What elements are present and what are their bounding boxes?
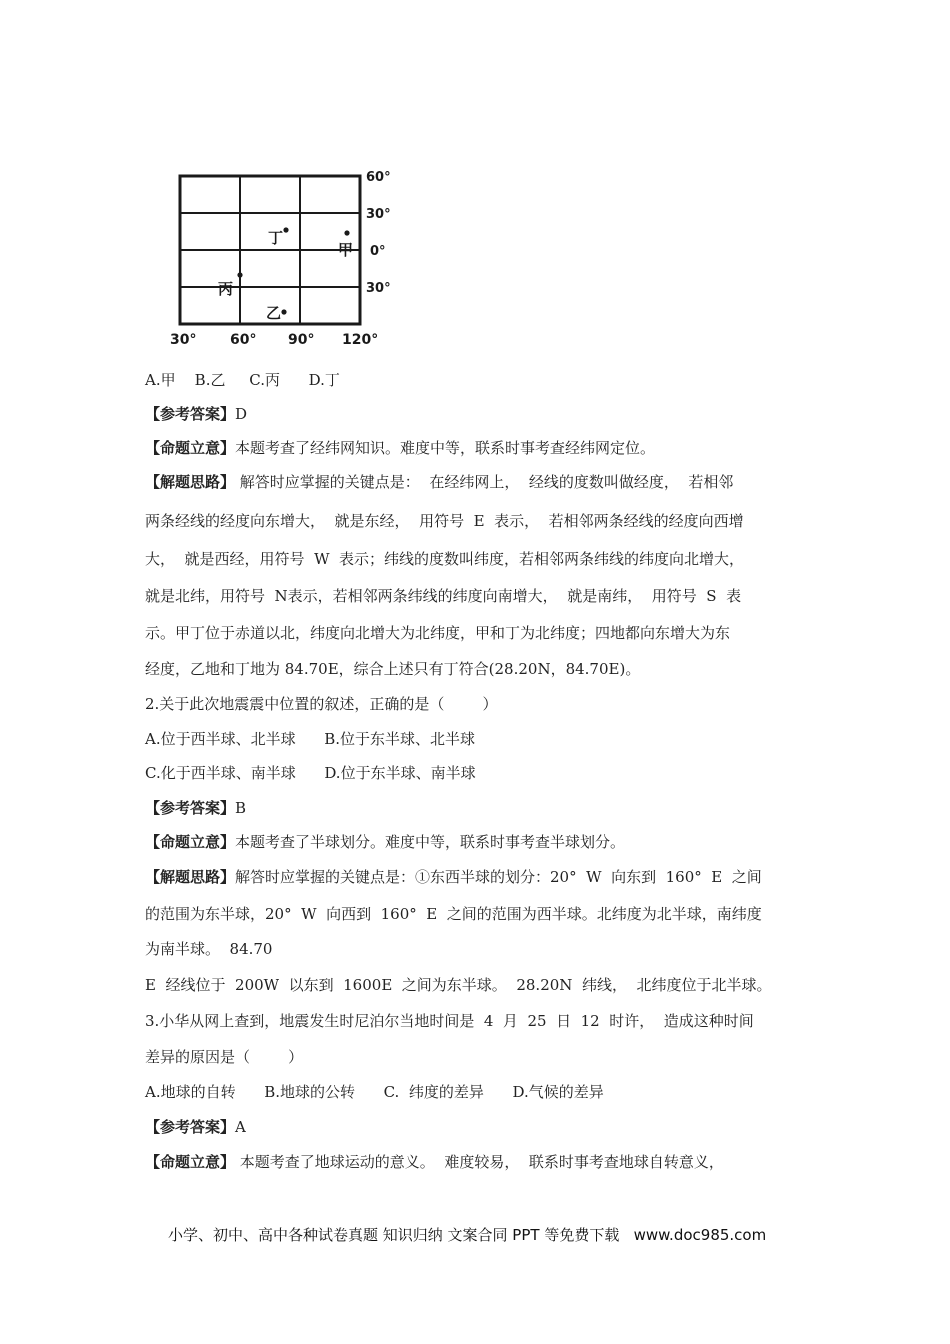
lat-label-30-south: 30°	[366, 281, 391, 296]
lon-label-30: 30°	[170, 332, 197, 348]
lat-lon-grid-figure	[160, 160, 410, 350]
solution-2-line-1: 【解题思路】解答时应掌握的关键点是：①东西半球的划分：20° W 向东到 160° E 之间	[145, 868, 762, 886]
footer-banner: 小学、初中、高中各种试卷真题 知识归纳 文案合同 PPT 等免费下载 www.doc985.com	[168, 1226, 767, 1244]
lat-label-0: 0°	[370, 244, 386, 259]
place-yi: 乙	[266, 304, 282, 322]
solution-1-line-2: 两条经线的经度向东增大， 就是东经， 用符号 E 表示， 若相邻两条经线的经度向西增	[145, 512, 744, 530]
question-2: 2.关于此次地震震中位置的叙述，正确的是（ ）	[145, 695, 498, 713]
point-yi-marker	[281, 309, 286, 314]
solution-1-line-1: 【解题思路】 解答时应掌握的关键点是： 在经纬网上， 经线的度数叫做经度， 若相邻	[145, 473, 734, 491]
options-question-2-cd: C.化于西半球、南半球 D.位于东半球、南半球	[145, 764, 476, 782]
point-jia-marker	[344, 230, 349, 235]
question-3-line-2: 差异的原因是（ ）	[145, 1048, 304, 1066]
place-ding: 丁	[268, 229, 284, 247]
solution-1-line-5: 示。甲丁位于赤道以北，纬度向北增大为北纬度，甲和丁为北纬度；四地都向东增大为东	[145, 624, 731, 642]
point-bing-marker	[237, 272, 242, 277]
lat-label-60: 60°	[366, 170, 391, 185]
place-jia: 甲	[338, 241, 354, 259]
lon-label-60: 60°	[230, 332, 257, 348]
answer-2: 【参考答案】B	[145, 799, 247, 817]
point-ding-marker	[283, 227, 288, 232]
grid-map	[160, 160, 410, 350]
options-question-3: A.地球的自转 B.地球的公转 C. 纬度的差异 D.气候的差异	[145, 1083, 604, 1101]
intent-1: 【命题立意】本题考查了经纬网知识。难度中等，联系时事考查经纬网定位。	[145, 439, 656, 457]
solution-2-line-4: E 经线位于 200W 以东到 1600E 之间为东半球。 28.20N 纬线， 北纬度位于北半球。	[145, 976, 772, 994]
lon-label-120: 120°	[342, 332, 379, 348]
question-3-line-1: 3.小华从网上查到，地震发生时尼泊尔当地时间是 4 月 25 日 12 时许， 造成这种时间	[145, 1012, 754, 1030]
options-question-1: A.甲 B.乙 C.丙 D.丁	[145, 371, 340, 389]
solution-1-line-6: 经度，乙地和丁地为 84.70E，综合上述只有丁符合(28.20N，84.70E)。	[145, 660, 641, 678]
solution-1-line-4: 就是北纬，用符号 N表示，若相邻两条纬线的纬度向南增大， 就是南纬， 用符号 S 表	[145, 587, 742, 605]
intent-2: 【命题立意】本题考查了半球划分。难度中等，联系时事考查半球划分。	[145, 833, 626, 851]
intent-3: 【命题立意】 本题考查了地球运动的意义。 难度较易， 联系时事考查地球自转意义，	[145, 1153, 724, 1171]
lat-label-30-north: 30°	[366, 207, 391, 222]
place-bing: 丙	[218, 280, 234, 298]
solution-2-line-2: 的范围为东半球，20° W 向西到 160° E 之间的范围为西半球。北纬度为北半球，南纬度	[145, 905, 762, 923]
options-question-2-ab: A.位于西半球、北半球 B.位于东半球、北半球	[145, 730, 476, 748]
lon-label-90: 90°	[288, 332, 315, 348]
solution-1-line-3: 大， 就是西经，用符号 W 表示；纬线的度数叫纬度，若相邻两条纬线的纬度向北增大，	[145, 550, 745, 568]
answer-3: 【参考答案】A	[145, 1118, 246, 1136]
solution-2-line-3: 为南半球。 84.70	[145, 940, 273, 958]
answer-1: 【参考答案】D	[145, 405, 248, 423]
